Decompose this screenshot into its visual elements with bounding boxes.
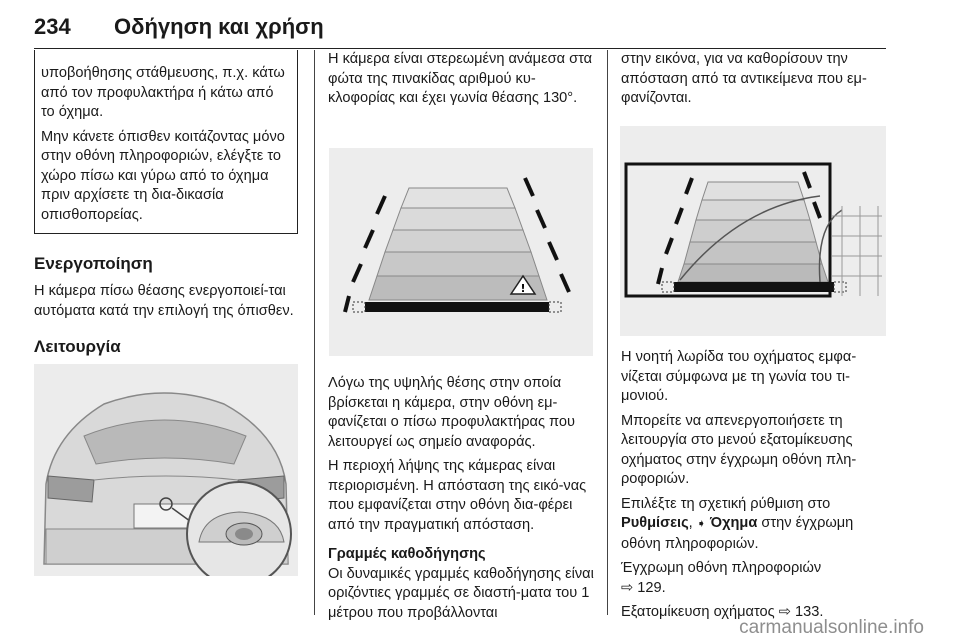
warning-text-2: Μην κάνετε όπισθεν κοιτάζοντας μόνο στην οθόνη πληροφοριών, ελέγξτε το χώρο πίσω και γύρω από το όχημα πριν αρχίσετε τη δια-δικασία οπισθοπορείας.	[41, 128, 285, 223]
guidelines-text: Οι δυναμικές γραμμές καθοδήγησης είναι οριζόντιες γραμμές σε διαστή-ματα του 1 μέτρου που προβάλλονται	[328, 565, 594, 621]
select-setting-pre: Επιλέξτε τη σχετική ρύθμιση στο	[621, 495, 831, 512]
camera-intro-text: Η κάμερα είναι στερεωμένη ανάμεσα στα φώτα της πινακίδας αριθμού κυ-κλοφορίας και έχει γωνία θέασης 130°.	[328, 51, 593, 106]
reference-personalization: Εξατομίκευση οχήματος ⇨ 133.	[621, 604, 824, 620]
page-number: 234	[34, 14, 71, 39]
column-right	[621, 50, 887, 114]
function-heading: Λειτουργία	[34, 337, 121, 356]
camera-view-drawing	[329, 148, 593, 356]
column-divider	[607, 50, 608, 615]
select-setting-text: Επιλέξτε τη σχετική ρύθμιση στο Ρυθμίσεις, ➧ Όχημα στην έγχρωμη οθόνη πληροφοριών.	[621, 495, 854, 552]
camera-view-steering-drawing	[620, 126, 886, 336]
page-ref-icon: ⇨	[778, 604, 791, 620]
svg-text:!: !	[520, 282, 526, 295]
menu-vehicle: Όχημα	[710, 515, 758, 531]
column-divider	[314, 50, 315, 615]
camera-view-figure	[329, 148, 593, 356]
virtual-lane-text: Η νοητή λωρίδα του οχήματος εμφα-νίζεται σύμφωνα με τη γωνία του τι-μονιού.	[621, 349, 857, 404]
reference-color-display: Έγχρωμη οθόνη πληροφοριών ⇨ 129.	[621, 560, 822, 596]
column-left	[34, 50, 298, 365]
column-right-lower	[621, 348, 887, 628]
menu-settings: Ρυθμίσεις	[621, 515, 689, 531]
reference-label: Εξατομίκευση οχήματος	[621, 604, 775, 620]
activation-text: Η κάμερα πίσω θέασης ενεργοποιεί-ται αυτόματα κατά την επιλογή της όπισθεν.	[34, 283, 294, 319]
column-middle	[328, 50, 594, 114]
watermark: carmanualsonline.info	[739, 617, 924, 638]
guidelines-heading: Γραμμές καθοδήγησης	[328, 546, 486, 562]
page-ref-icon: ⇨	[621, 579, 634, 596]
reference-label: Έγχρωμη οθόνη πληροφοριών	[621, 560, 822, 576]
page-header	[34, 8, 886, 49]
distance-cont-text: στην εικόνα, για να καθορίσουν την απόσταση από τα αντικείμενα που εμ-φανίζονται.	[621, 51, 867, 106]
select-setting-post: στην έγχρωμη οθόνη πληροφοριών.	[621, 515, 854, 552]
warning-text-1: υποβοήθησης στάθμευσης, π.χ. κάτω από τον προφυλακτήρα ή κάτω από το όχημα.	[41, 65, 285, 120]
camera-view-figure-steering	[620, 126, 886, 336]
column-middle-lower	[328, 374, 594, 628]
disable-function-text: Μπορείτε να απενεργοποιήσετε τη λειτουργία στο μενού εξατομίκευσης οχήματος στην έγχρωμη οθόνη πλη-ροφοριών.	[621, 412, 857, 487]
reference-page: 129	[637, 579, 662, 596]
chapter-title: Οδήγηση και χρήση	[114, 14, 324, 39]
camera-height-text: Λόγω της υψηλής θέσης στην οποία βρίσκεται η κάμερα, στην οθόνη εμ-φανίζεται ο πίσω προφυλακτήρας που λειτουργεί ως σημείο αναφοράς.	[328, 375, 576, 450]
arrow-right-icon: ➧	[696, 518, 706, 530]
camera-area-text: Η περιοχή λήψης της κάμερας είναι περιορισμένη. Η απόσταση της εικό-νας που εμφανίζεται στην οθόνη δια-φέρει από την πραγματική απόσταση.	[328, 458, 587, 533]
car-rear-drawing	[34, 364, 298, 576]
warning-box	[34, 50, 298, 234]
activation-heading: Ενεργοποίηση	[34, 254, 153, 273]
car-rear-illustration	[34, 364, 298, 576]
reference-page: 133	[795, 604, 820, 620]
